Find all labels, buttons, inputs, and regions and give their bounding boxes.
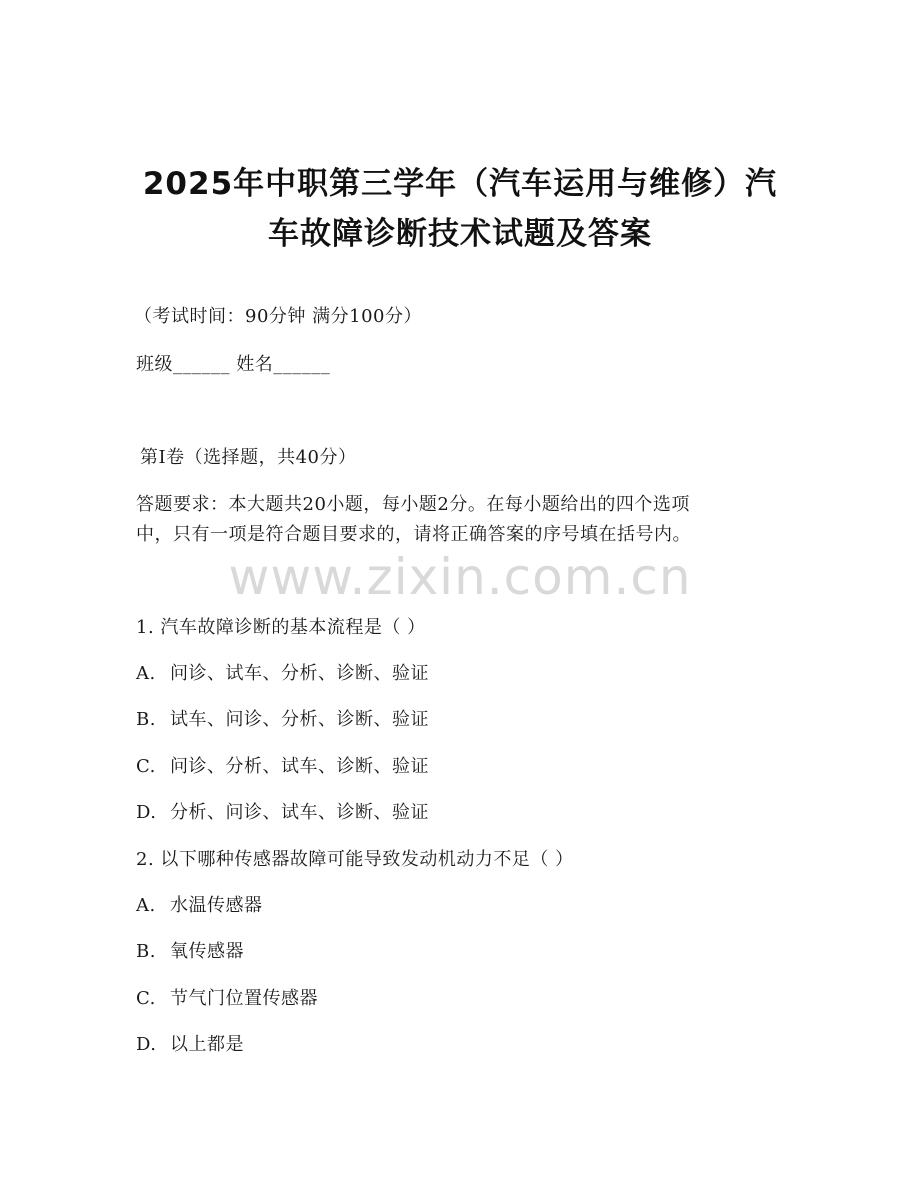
option-text: 氧传感器 <box>170 941 244 962</box>
instructions-line-2: 中，只有一项是符合题目要求的，请将正确答案的序号填在括号内。 <box>136 524 691 545</box>
watermark: www.zixin.com.cn <box>228 548 692 606</box>
option-letter: A. <box>136 663 156 684</box>
document-title-line-1: 2025年中职第三学年（汽车运用与维修）汽 <box>142 166 778 202</box>
document-title-line-2: 车故障诊断技术试题及答案 <box>268 216 652 252</box>
option-letter: D. <box>136 1034 157 1055</box>
answer-option <box>136 1030 244 1056</box>
answer-option <box>136 705 429 731</box>
answer-option <box>136 798 429 824</box>
answer-option <box>136 937 244 963</box>
answer-option <box>136 891 263 917</box>
option-letter: C. <box>136 988 156 1009</box>
instructions-line-1: 答题要求：本大题共20小题，每小题2分。在每小题给出的四个选项 <box>136 494 690 515</box>
option-text: 以上都是 <box>170 1034 244 1055</box>
answer-option <box>136 984 318 1010</box>
option-letter: C. <box>136 756 156 777</box>
option-text: 试车、问诊、分析、诊断、验证 <box>170 709 429 730</box>
option-text: 分析、问诊、试车、诊断、验证 <box>170 802 429 823</box>
option-text: 节气门位置传感器 <box>170 988 318 1009</box>
option-text: 水温传感器 <box>170 895 263 916</box>
answer-option <box>136 752 429 778</box>
option-letter: A. <box>136 895 156 916</box>
exam-info: （考试时间：90分钟 满分100分） <box>134 306 422 327</box>
option-text: 问诊、试车、分析、诊断、验证 <box>170 663 429 684</box>
option-text: 问诊、分析、试车、诊断、验证 <box>170 756 429 777</box>
question-stem: 2. 以下哪种传感器故障可能导致发动机动力不足（ ） <box>136 849 574 870</box>
option-letter: B. <box>136 709 156 730</box>
question-stem: 1. 汽车故障诊断的基本流程是（ ） <box>136 617 426 638</box>
answer-option <box>136 659 429 685</box>
section-heading: 第Ⅰ卷（选择题，共40分） <box>140 447 357 468</box>
option-letter: B. <box>136 941 156 962</box>
class-name-fields: 班级______ 姓名______ <box>136 354 331 375</box>
option-letter: D. <box>136 802 157 823</box>
